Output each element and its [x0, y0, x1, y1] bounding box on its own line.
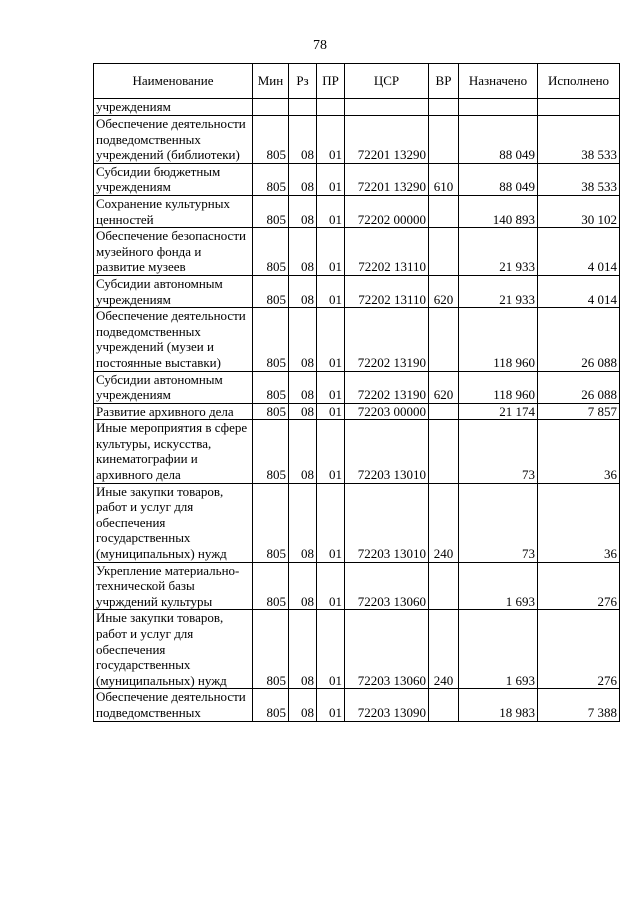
- row-pr: 01: [317, 689, 345, 721]
- row-pr: 01: [317, 116, 345, 164]
- table-row: [94, 99, 620, 116]
- row-rz: 08: [289, 228, 317, 276]
- row-executed: 4 014: [538, 228, 620, 276]
- row-executed: 36: [538, 483, 620, 562]
- row-min: 805: [253, 195, 289, 227]
- row-executed: 26 088: [538, 371, 620, 403]
- row-min: 805: [253, 403, 289, 420]
- row-csr: 72202 00000: [345, 195, 429, 227]
- row-min: 805: [253, 308, 289, 371]
- row-csr: 72203 13090: [345, 689, 429, 721]
- row-csr: 72203 13060: [345, 610, 429, 689]
- row-vr: [429, 420, 459, 483]
- row-assigned: 18 983: [459, 689, 538, 721]
- row-assigned: 1 693: [459, 562, 538, 610]
- table-header-row: [94, 64, 620, 99]
- row-name: Иные мероприятия в сфере культуры, искусства, кинематографии и архивного дела: [94, 420, 253, 483]
- header-min: Мин: [253, 64, 289, 99]
- row-pr: 01: [317, 308, 345, 371]
- row-executed: [538, 99, 620, 116]
- row-csr: 72201 13290: [345, 163, 429, 195]
- table-row: [94, 403, 620, 420]
- row-assigned: 88 049: [459, 116, 538, 164]
- row-name: учреждениям: [94, 99, 253, 116]
- row-pr: 01: [317, 610, 345, 689]
- row-vr: 610: [429, 163, 459, 195]
- row-assigned: 1 693: [459, 610, 538, 689]
- row-vr: [429, 116, 459, 164]
- row-assigned: 73: [459, 420, 538, 483]
- row-min: 805: [253, 420, 289, 483]
- row-executed: 4 014: [538, 275, 620, 307]
- row-name: Субсидии бюджетным учреждениям: [94, 163, 253, 195]
- row-rz: 08: [289, 403, 317, 420]
- row-min: 805: [253, 483, 289, 562]
- row-rz: 08: [289, 275, 317, 307]
- row-executed: 276: [538, 562, 620, 610]
- row-csr: 72202 13190: [345, 371, 429, 403]
- row-min: 805: [253, 163, 289, 195]
- table-row: [94, 116, 620, 164]
- row-min: 805: [253, 689, 289, 721]
- row-name: Иные закупки товаров, работ и услуг для обеспечения государственных (муниципальных) нужд: [94, 610, 253, 689]
- row-rz: 08: [289, 116, 317, 164]
- row-min: 805: [253, 228, 289, 276]
- header-vr: ВР: [429, 64, 459, 99]
- row-min: 805: [253, 275, 289, 307]
- header-assigned: Назначено: [459, 64, 538, 99]
- table-row: [94, 371, 620, 403]
- row-vr: 240: [429, 483, 459, 562]
- row-vr: [429, 99, 459, 116]
- row-assigned: 140 893: [459, 195, 538, 227]
- row-min: [253, 99, 289, 116]
- row-name: Сохранение культурных ценностей: [94, 195, 253, 227]
- row-rz: 08: [289, 610, 317, 689]
- row-executed: 36: [538, 420, 620, 483]
- row-assigned: 21 933: [459, 228, 538, 276]
- row-min: 805: [253, 562, 289, 610]
- row-assigned: 73: [459, 483, 538, 562]
- row-assigned: 118 960: [459, 308, 538, 371]
- row-executed: 26 088: [538, 308, 620, 371]
- table-row: [94, 610, 620, 689]
- table-row: [94, 562, 620, 610]
- row-csr: 72203 00000: [345, 403, 429, 420]
- row-executed: 38 533: [538, 116, 620, 164]
- row-vr: [429, 308, 459, 371]
- row-pr: 01: [317, 371, 345, 403]
- page-number: 78: [313, 38, 327, 53]
- table-row: [94, 689, 620, 721]
- row-name: Субсидии автономным учреждениям: [94, 275, 253, 307]
- row-assigned: 88 049: [459, 163, 538, 195]
- row-pr: 01: [317, 562, 345, 610]
- row-pr: 01: [317, 275, 345, 307]
- row-rz: 08: [289, 562, 317, 610]
- row-name: Обеспечение деятельности подведомственных: [94, 689, 253, 721]
- row-pr: 01: [317, 483, 345, 562]
- row-csr: [345, 99, 429, 116]
- row-csr: 72203 13060: [345, 562, 429, 610]
- row-rz: 08: [289, 689, 317, 721]
- row-name: Обеспечение деятельности подведомственных учреждений (библиотеки): [94, 116, 253, 164]
- row-pr: 01: [317, 228, 345, 276]
- row-executed: 38 533: [538, 163, 620, 195]
- row-executed: 7 857: [538, 403, 620, 420]
- row-csr: 72202 13110: [345, 228, 429, 276]
- row-vr: 240: [429, 610, 459, 689]
- row-executed: 7 388: [538, 689, 620, 721]
- row-rz: 08: [289, 195, 317, 227]
- row-assigned: [459, 99, 538, 116]
- row-min: 805: [253, 610, 289, 689]
- table-row: [94, 420, 620, 483]
- row-name: Обеспечение деятельности подведомственных учреждений (музеи и постоянные выставки): [94, 308, 253, 371]
- row-min: 805: [253, 371, 289, 403]
- header-name: Наименование: [94, 64, 253, 99]
- row-csr: 72202 13190: [345, 308, 429, 371]
- header-executed: Исполнено: [538, 64, 620, 99]
- row-name: Субсидии автономным учреждениям: [94, 371, 253, 403]
- row-csr: 72203 13010: [345, 483, 429, 562]
- row-name: Иные закупки товаров, работ и услуг для обеспечения государственных (муниципальных) нужд: [94, 483, 253, 562]
- table-row: [94, 483, 620, 562]
- row-rz: 08: [289, 371, 317, 403]
- row-executed: 30 102: [538, 195, 620, 227]
- row-assigned: 21 174: [459, 403, 538, 420]
- row-rz: 08: [289, 483, 317, 562]
- header-csr: ЦСР: [345, 64, 429, 99]
- row-vr: [429, 403, 459, 420]
- header-pr: ПР: [317, 64, 345, 99]
- row-vr: [429, 689, 459, 721]
- row-csr: 72202 13110: [345, 275, 429, 307]
- row-rz: 08: [289, 420, 317, 483]
- row-name: Развитие архивного дела: [94, 403, 253, 420]
- budget-table: [93, 63, 620, 722]
- row-name: Обеспечение безопасности музейного фонда и развитие музеев: [94, 228, 253, 276]
- row-vr: [429, 228, 459, 276]
- row-vr: [429, 195, 459, 227]
- row-rz: [289, 99, 317, 116]
- row-pr: 01: [317, 195, 345, 227]
- row-assigned: 21 933: [459, 275, 538, 307]
- row-pr: 01: [317, 163, 345, 195]
- table-row: [94, 163, 620, 195]
- table-row: [94, 228, 620, 276]
- row-min: 805: [253, 116, 289, 164]
- row-name: Укрепление материально-технической базы учрждений культуры: [94, 562, 253, 610]
- row-rz: 08: [289, 163, 317, 195]
- row-pr: 01: [317, 403, 345, 420]
- table-row: [94, 275, 620, 307]
- header-rz: Рз: [289, 64, 317, 99]
- row-pr: 01: [317, 420, 345, 483]
- row-pr: [317, 99, 345, 116]
- row-vr: [429, 562, 459, 610]
- row-csr: 72203 13010: [345, 420, 429, 483]
- table-row: [94, 308, 620, 371]
- row-rz: 08: [289, 308, 317, 371]
- row-csr: 72201 13290: [345, 116, 429, 164]
- row-vr: 620: [429, 371, 459, 403]
- row-vr: 620: [429, 275, 459, 307]
- row-assigned: 118 960: [459, 371, 538, 403]
- table-row: [94, 195, 620, 227]
- row-executed: 276: [538, 610, 620, 689]
